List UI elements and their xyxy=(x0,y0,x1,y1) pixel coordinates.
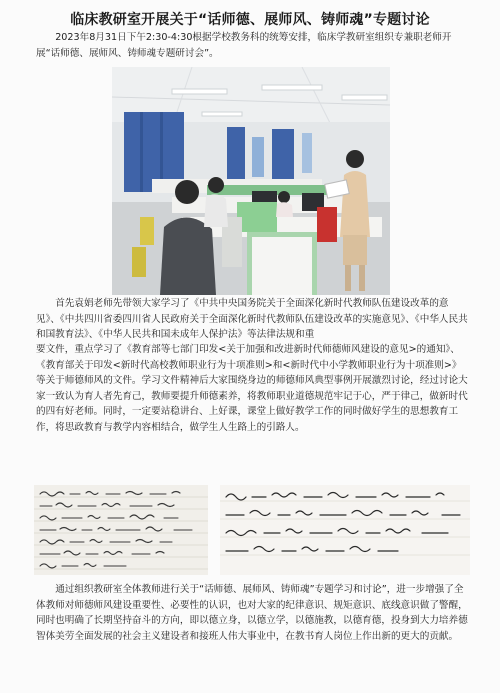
handwriting-left-illustration xyxy=(34,485,208,575)
handwriting-image-right xyxy=(220,485,470,575)
meeting-photo-illustration xyxy=(112,67,390,295)
body-paragraph-3: 通过组织教研室全体教师进行关于“话师德、展师风、铸师魂”专题学习和讨论”，进一步增强了全体教师对师德师风建设重要性、必要性的认识，也对大家的纪律意识、规矩意识、底线意识做了警醒，同时也明确了长期坚持奋斗的方向，即以德立身，以德立学，以德施教，以德育德，投身到大力培养德智体美劳全面发展的社会主义建设者和接班人伟大事业中，在教书育人岗位上作出新的更大的贡献。 xyxy=(36,584,468,642)
body-paragraph-2: 要文件，重点学习了《教育部等七部门印发<关于加强和改进新时代师德师风建设的意见>的通知》、《教育部关于印发<新时代高校教师职业行为十项准则>和<新时代中小学教师职业行为十项准则>》等关于师德师风的文件。学习文件精神后大家围绕身边的师德师风典型事例开展激烈讨论，经过讨论大家一致认为育人者先育己，教师要提升师德素养，将教师职业道德规范牢记于心，严于律己，做新时代的四有好老师。同时，一定要站稳讲台、上好课，课堂上做好教学工作的同时做好学生的思想教育工作，将思政教育与教学内容相结合，做学生人生路上的引路人。 xyxy=(36,344,468,433)
handwriting-right-illustration xyxy=(220,485,470,575)
meeting-photo xyxy=(112,67,390,295)
handwriting-image-left xyxy=(34,485,208,575)
article-title: 临床教研室开展关于“话师德、展师风、铸师魂”专题讨论 xyxy=(70,12,430,28)
intro-paragraph: 2023年8月31日下午2:30-4:30根据学校教务科的统筹安排，临床学教研室组织专兼职老师开展“话师德、展师风、铸师魂专题研讨会”。 xyxy=(36,32,452,59)
body-paragraph-1: 首先袁娟老师先带领大家学习了《中共中央国务院关于全面深化新时代教师队伍建设改革的意见》、《中共四川省委四川省人民政府关于全面深化新时代教师队伍建设改革的实施意见》、《中华人民共和国教育法》、《中华人民共和国未成年人保护法》等法律法规和重 xyxy=(36,298,468,341)
